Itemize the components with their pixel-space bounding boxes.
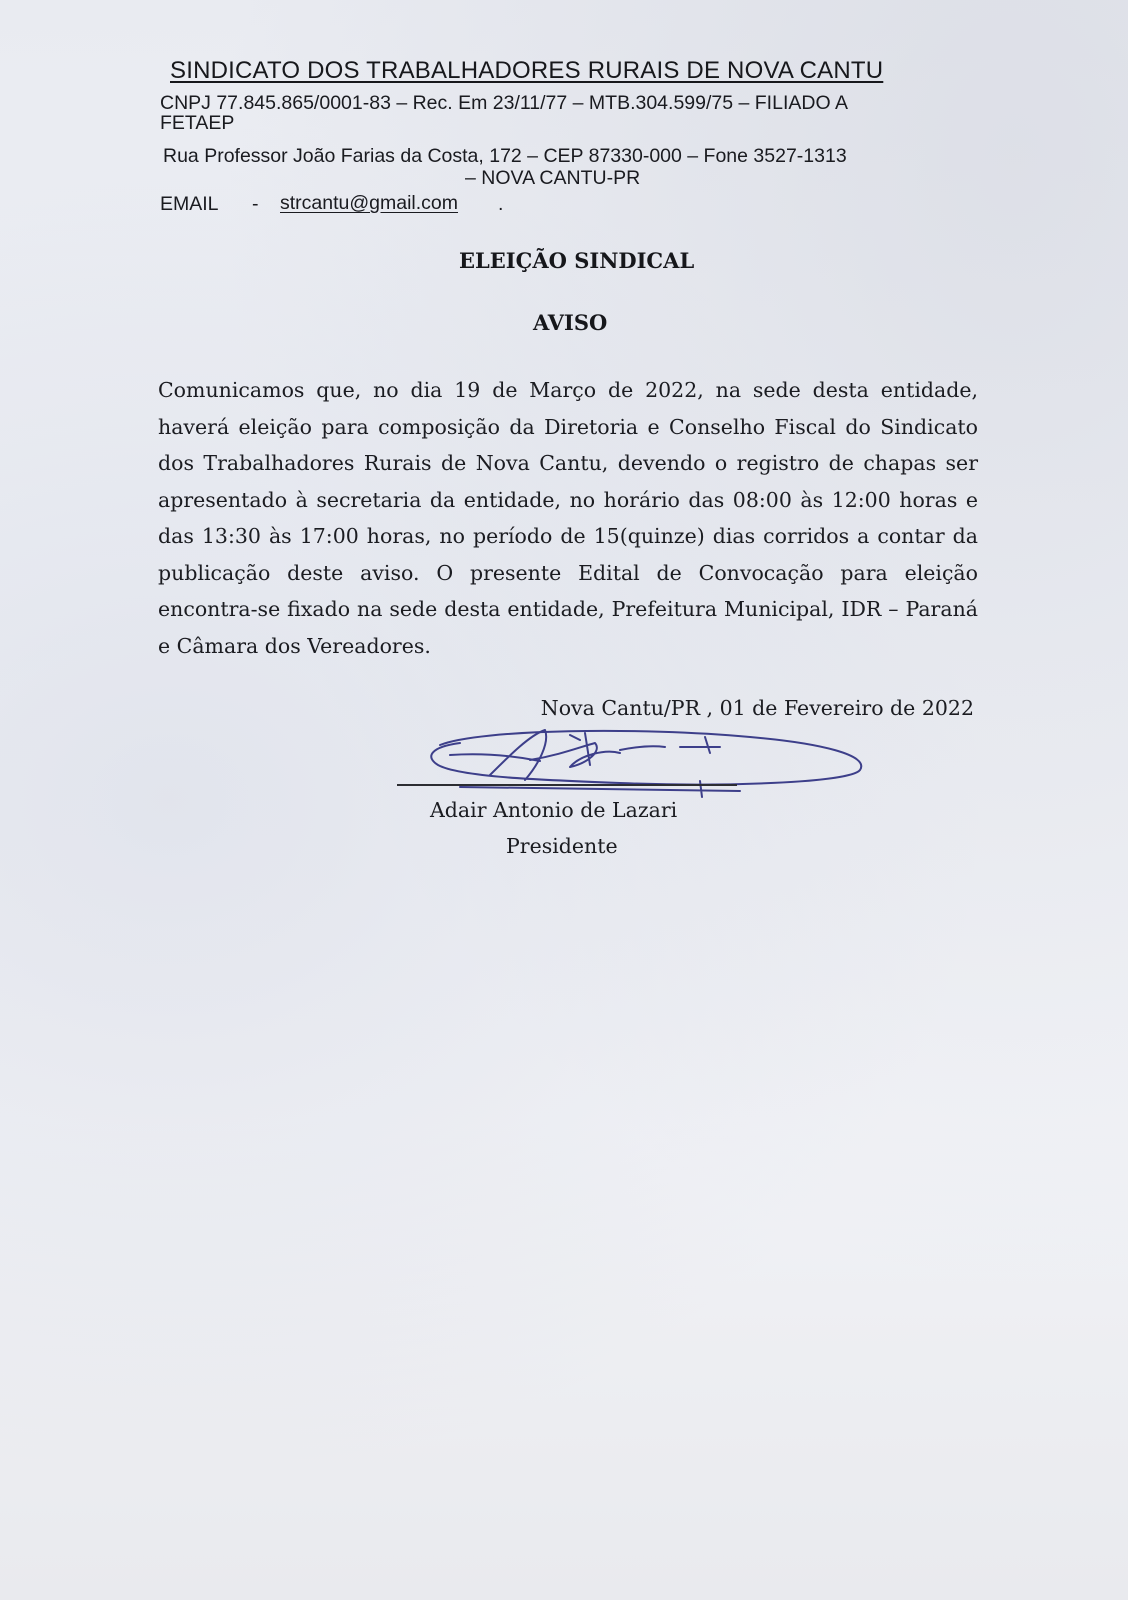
header-affiliation-line: FETAEP <box>160 112 235 134</box>
header-address-line: Rua Professor João Farias da Costa, 172 – CEP 87330-000 – Fone 3527-1313 <box>163 145 847 167</box>
email-trailing-dot: . <box>498 193 504 215</box>
email-label: EMAIL <box>160 193 219 215</box>
notice-body-paragraph: Comunicamos que, no dia 19 de Março de 2022, na sede desta entidade, haverá eleição para composição da Diretoria e Conselho Fiscal do Sindicato dos Trabalhadores Rurais de Nova Cantu, devendo o registro de chapas ser apresentado à secretaria da entidade, no horário das 08:00 às 12:00 horas e das 13:30 às 17:00 horas, no período de 15(quinze) dias corridos a contar da publicação deste aviso. O presente Edital de Convocação para eleição encontra-se fixado na sede desta entidade, Prefeitura Municipal, IDR – Paraná e Câmara dos Vereadores. <box>158 378 978 658</box>
signature-line <box>397 784 737 786</box>
header-registration-line: CNPJ 77.845.865/0001-83 – Rec. Em 23/11/77 – MTB.304.599/75 – FILIADO A <box>160 92 848 114</box>
email-separator: - <box>252 193 259 215</box>
signer-name: Adair Antonio de Lazari <box>430 798 678 822</box>
election-heading: ELEIÇÃO SINDICAL <box>459 248 695 273</box>
signer-role: Presidente <box>506 834 618 858</box>
union-name-title: SINDICATO DOS TRABALHADORES RURAIS DE NOVA CANTU <box>170 57 884 84</box>
notice-heading: AVISO <box>533 310 608 335</box>
email-address: strcantu@gmail.com <box>280 192 459 214</box>
header-city-line: – NOVA CANTU-PR <box>465 167 641 189</box>
place-and-date: Nova Cantu/PR , 01 de Fevereiro de 2022 <box>540 696 974 720</box>
